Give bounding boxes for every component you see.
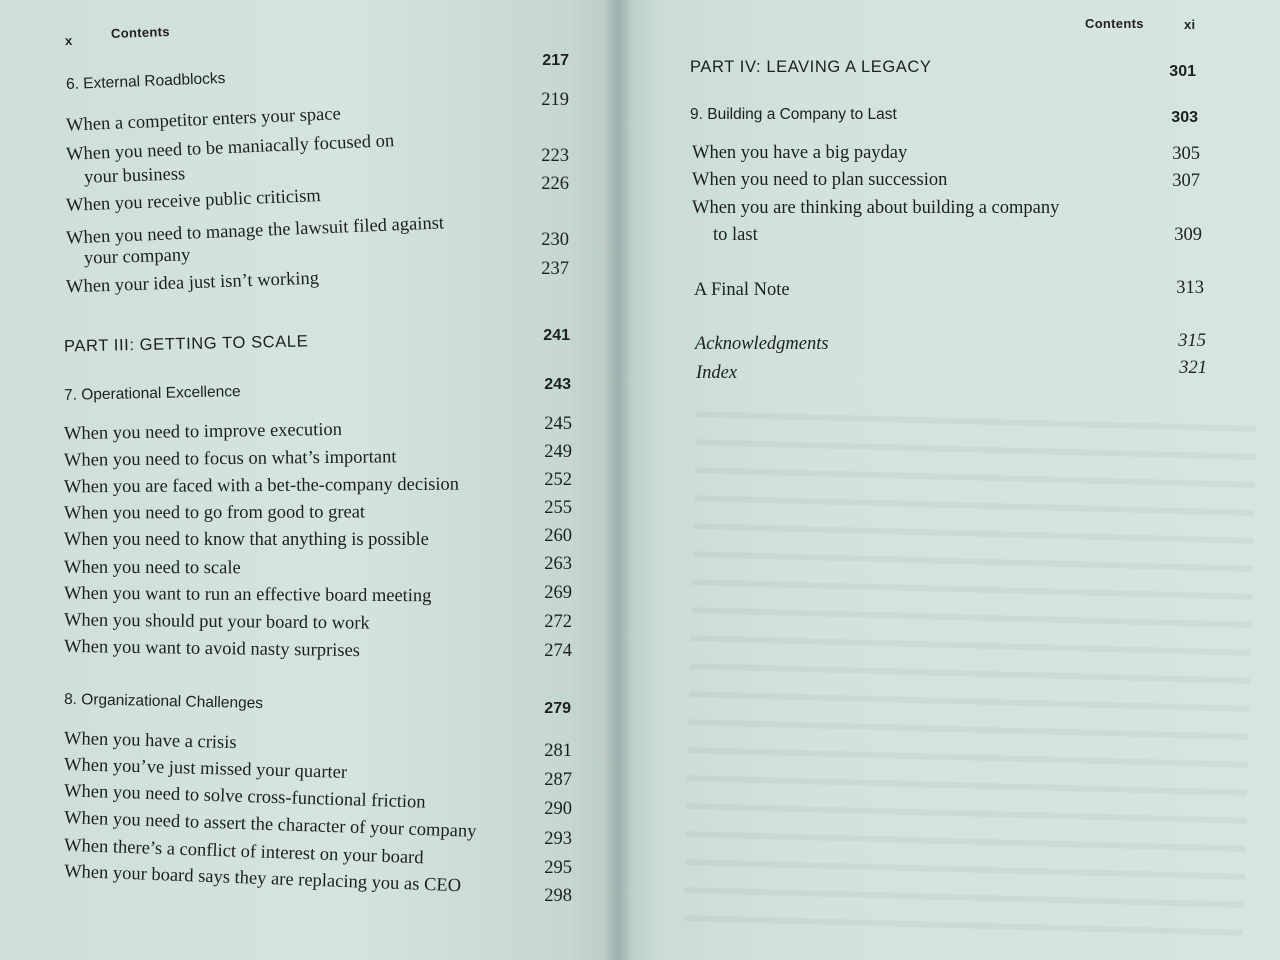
chapter-9-entry-3: When you are thinking about building a company bbox=[692, 198, 1060, 218]
chapter-9-entry-4-page: 309 bbox=[1174, 225, 1202, 245]
chapter-6-entry-4: When you receive public criticism bbox=[65, 186, 322, 216]
final-note: A Final Note bbox=[694, 280, 790, 300]
chapter-9-entry-2: When you need to plan succession bbox=[692, 170, 948, 190]
chapter-7-entry-9-page: 274 bbox=[544, 641, 572, 661]
chapter-6-entry-5: When you need to manage the lawsuit filed against bbox=[65, 213, 445, 249]
chapter-9-entry-1-page: 305 bbox=[1172, 144, 1200, 164]
chapter-8-entry-1-page: 281 bbox=[544, 741, 572, 761]
chapter-9-page: 303 bbox=[1171, 109, 1198, 126]
chapter-6-entry-7: When your idea just isn’t working bbox=[65, 268, 320, 298]
chapter-7-entry-1: When you need to improve execution bbox=[63, 419, 343, 445]
chapter-6-title: 6. External Roadblocks bbox=[65, 69, 226, 94]
right-running-title: Contents bbox=[1085, 16, 1144, 31]
chapter-8-entry-4-page: 293 bbox=[544, 829, 572, 849]
chapter-8-entry-1: When you have a crisis bbox=[63, 728, 237, 754]
chapter-7-entry-5-page: 260 bbox=[544, 526, 572, 546]
chapter-6-entry-3-page: 223 bbox=[541, 146, 569, 166]
chapter-7-entry-9: When you want to avoid nasty surprises bbox=[63, 636, 361, 662]
chapter-7-entry-6-page: 263 bbox=[544, 554, 572, 574]
index: Index bbox=[696, 363, 738, 383]
chapter-9-entry-1: When you have a big payday bbox=[692, 143, 908, 163]
chapter-8-entry-5: When there’s a conflict of interest on your board bbox=[63, 835, 424, 869]
chapter-6-entry-3: your business bbox=[83, 164, 186, 188]
chapter-9-entry-2-page: 307 bbox=[1172, 171, 1200, 191]
chapter-7-entry-7-page: 269 bbox=[544, 583, 572, 603]
chapter-7-entry-1-page: 245 bbox=[544, 414, 572, 434]
part-4-title: PART IV: LEAVING A LEGACY bbox=[690, 58, 932, 76]
chapter-7-entry-5: When you need to know that anything is possible bbox=[64, 530, 429, 550]
book-gutter bbox=[604, 0, 632, 960]
final-note-page: 313 bbox=[1176, 278, 1204, 298]
show-through-texture bbox=[683, 393, 1257, 947]
chapter-7-title: 7. Operational Excellence bbox=[63, 383, 241, 404]
chapter-6-page: 217 bbox=[542, 52, 569, 69]
chapter-7-entry-2-page: 249 bbox=[544, 442, 572, 462]
chapter-7-entry-4-page: 255 bbox=[544, 498, 572, 518]
chapter-7-entry-3: When you are faced with a bet-the-company decision bbox=[63, 474, 460, 498]
left-running-title: Contents bbox=[110, 23, 170, 42]
chapter-6-entry-1: When a competitor enters your space bbox=[65, 104, 342, 136]
chapter-7-entry-7: When you want to run an effective board meeting bbox=[63, 583, 432, 607]
chapter-6-entry-6: your company bbox=[83, 245, 191, 269]
chapter-6-entry-7-page: 237 bbox=[541, 259, 569, 279]
chapter-8-entry-6: When your board says they are replacing you as CEO bbox=[63, 861, 462, 897]
chapter-8-entry-3: When you need to solve cross-functional friction bbox=[63, 781, 426, 813]
chapter-7-entry-6: When you need to scale bbox=[63, 557, 241, 579]
chapter-8-entry-2: When you’ve just missed your quarter bbox=[63, 755, 348, 783]
chapter-8-title: 8. Organizational Challenges bbox=[63, 690, 264, 713]
chapter-6-entry-1-page: 219 bbox=[541, 90, 569, 110]
index-page: 321 bbox=[1179, 358, 1207, 378]
chapter-7-entry-8: When you should put your board to work bbox=[63, 610, 370, 634]
chapter-6-entry-4-page: 226 bbox=[541, 174, 569, 194]
chapter-7-entry-3-page: 252 bbox=[544, 470, 572, 490]
chapter-9-title: 9. Building a Company to Last bbox=[690, 106, 897, 123]
acknowledgments-page: 315 bbox=[1178, 331, 1206, 351]
chapter-9-entry-4: to last bbox=[713, 225, 758, 245]
part-4-page: 301 bbox=[1169, 63, 1196, 80]
part-3-title: PART III: GETTING TO SCALE bbox=[63, 332, 309, 356]
acknowledgments: Acknowledgments bbox=[695, 334, 829, 354]
chapter-8-entry-2-page: 287 bbox=[544, 770, 572, 790]
chapter-7-entry-2: When you need to focus on what’s important bbox=[63, 447, 397, 471]
part-3-page: 241 bbox=[543, 327, 570, 344]
left-page-number: x bbox=[64, 32, 73, 49]
chapter-8-page: 279 bbox=[544, 700, 571, 717]
chapter-8-entry-6-page: 298 bbox=[544, 886, 572, 906]
chapter-6-entry-6-page: 230 bbox=[541, 230, 569, 250]
chapter-8-entry-5-page: 295 bbox=[544, 858, 572, 878]
chapter-7-page: 243 bbox=[544, 376, 571, 393]
chapter-7-entry-4: When you need to go from good to great bbox=[63, 502, 366, 524]
chapter-6-entry-2: When you need to be maniacally focused on bbox=[65, 131, 395, 165]
chapter-8-entry-4: When you need to assert the character of your company bbox=[63, 808, 477, 842]
chapter-7-entry-8-page: 272 bbox=[544, 612, 572, 632]
chapter-8-entry-3-page: 290 bbox=[544, 799, 572, 819]
right-page-number: xi bbox=[1184, 17, 1196, 32]
